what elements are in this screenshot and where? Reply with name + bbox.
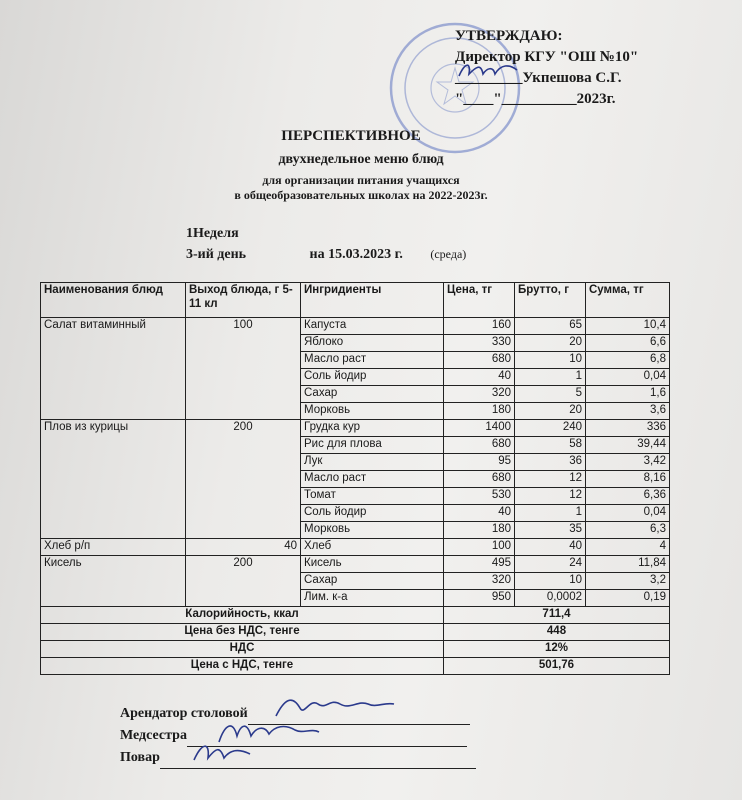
- ingredient-price: 950: [444, 590, 515, 607]
- header-sum: Сумма, тг: [586, 283, 670, 318]
- ingredient-sum: 39,44: [586, 437, 670, 454]
- ingredient-gross: 20: [515, 335, 586, 352]
- ingredient-name: Лим. к-а: [301, 590, 444, 607]
- ingredient-price: 40: [444, 505, 515, 522]
- ingredient-gross: 0,0002: [515, 590, 586, 607]
- ingredient-sum: 11,84: [586, 556, 670, 573]
- summary-label: Цена без НДС, тенге: [41, 624, 444, 641]
- summary-value: 711,4: [444, 607, 670, 624]
- ingredient-gross: 36: [515, 454, 586, 471]
- ingredient-name: Яблоко: [301, 335, 444, 352]
- summary-row: [41, 607, 670, 624]
- ingredient-name: Кисель: [301, 556, 444, 573]
- ingredient-price: 530: [444, 488, 515, 505]
- ingredient-gross: 10: [515, 573, 586, 590]
- ingredient-name: Лук: [301, 454, 444, 471]
- ingredient-gross: 1: [515, 369, 586, 386]
- ingredient-sum: 3,2: [586, 573, 670, 590]
- ingredient-price: 680: [444, 437, 515, 454]
- dish-output: 200: [186, 556, 301, 607]
- cook-signature: [190, 738, 260, 768]
- summary-label: НДС: [41, 641, 444, 658]
- ingredient-gross: 65: [515, 318, 586, 335]
- ingredient-name: Грудка кур: [301, 420, 444, 437]
- table-row: [41, 556, 670, 573]
- header-gross: Брутто, г: [515, 283, 586, 318]
- summary-row: [41, 641, 670, 658]
- day-date: на 15.03.2023 г.: [309, 247, 403, 262]
- ingredient-gross: 1: [515, 505, 586, 522]
- ingredient-price: 495: [444, 556, 515, 573]
- ingredient-sum: 0,04: [586, 369, 670, 386]
- ingredient-sum: 0,19: [586, 590, 670, 607]
- ingredient-name: Томат: [301, 488, 444, 505]
- ingredient-name: Масло раст: [301, 471, 444, 488]
- ingredient-sum: 3,42: [586, 454, 670, 471]
- ingredient-name: Масло раст: [301, 352, 444, 369]
- ingredient-gross: 5: [515, 386, 586, 403]
- ingredient-price: 1400: [444, 420, 515, 437]
- ingredient-price: 680: [444, 352, 515, 369]
- doc-subtitle: двухнедельное меню блюд: [278, 152, 444, 167]
- signature-label-tenant: Арендатор столовой: [120, 706, 248, 721]
- ingredient-name: Соль йодир: [301, 369, 444, 386]
- signature-label-cook: Повар: [120, 750, 160, 765]
- ingredient-price: 320: [444, 573, 515, 590]
- header-output: Выход блюда, г 5-11 кл: [186, 283, 301, 318]
- doc-subtitle-line2: для организации питания учащихся: [262, 173, 460, 187]
- doc-subtitle-line3: в общеобразовательных школах на 2022-2023г.: [234, 188, 488, 202]
- ingredient-price: 330: [444, 335, 515, 352]
- summary-value: 12%: [444, 641, 670, 658]
- day-line: [186, 247, 466, 263]
- ingredient-name: Хлеб: [301, 539, 444, 556]
- menu-table: [40, 282, 670, 675]
- ingredient-name: Соль йодир: [301, 505, 444, 522]
- dish-name: Салат витаминный: [41, 318, 186, 420]
- ingredient-name: Рис для плова: [301, 437, 444, 454]
- ingredient-name: Сахар: [301, 573, 444, 590]
- table-row: [41, 318, 670, 335]
- ingredient-sum: 6,6: [586, 335, 670, 352]
- ingredient-gross: 240: [515, 420, 586, 437]
- ingredient-name: Капуста: [301, 318, 444, 335]
- dish-output: 40: [186, 539, 301, 556]
- ingredient-gross: 10: [515, 352, 586, 369]
- header-dish-name: Наименования блюд: [41, 283, 186, 318]
- summary-label: Калорийность, ккал: [41, 607, 444, 624]
- summary-label: Цена с НДС, тенге: [41, 658, 444, 675]
- ingredient-sum: 6,36: [586, 488, 670, 505]
- dish-output: 100: [186, 318, 301, 420]
- ingredient-name: Морковь: [301, 522, 444, 539]
- summary-value: 448: [444, 624, 670, 641]
- approval-director: Директор КГУ "ОШ №10": [455, 49, 639, 65]
- day-weekday: (среда): [430, 247, 467, 261]
- approval-signature-line: _________Укпешова С.Г.: [455, 70, 622, 86]
- ingredient-gross: 24: [515, 556, 586, 573]
- signature-label-nurse: Медсестра: [120, 728, 187, 743]
- ingredient-sum: 6,3: [586, 522, 670, 539]
- ingredient-gross: 58: [515, 437, 586, 454]
- summary-row: [41, 624, 670, 641]
- ingredient-gross: 12: [515, 488, 586, 505]
- ingredient-sum: 1,6: [586, 386, 670, 403]
- approval-heading: УТВЕРЖДАЮ:: [455, 28, 563, 44]
- week-label: 1Неделя: [186, 226, 239, 241]
- table-row: [41, 539, 670, 556]
- ingredient-gross: 35: [515, 522, 586, 539]
- ingredient-gross: 40: [515, 539, 586, 556]
- day-label: 3-ий день: [186, 247, 247, 262]
- summary-value: 501,76: [444, 658, 670, 675]
- ingredient-price: 680: [444, 471, 515, 488]
- dish-name: Хлеб р/п: [41, 539, 186, 556]
- ingredient-sum: 0,04: [586, 505, 670, 522]
- ingredient-gross: 12: [515, 471, 586, 488]
- ingredient-sum: 6,8: [586, 352, 670, 369]
- table-header-row: [41, 283, 670, 318]
- dish-output: 200: [186, 420, 301, 539]
- ingredient-price: 320: [444, 386, 515, 403]
- ingredient-sum: 8,16: [586, 471, 670, 488]
- ingredient-price: 100: [444, 539, 515, 556]
- ingredient-price: 180: [444, 522, 515, 539]
- ingredient-sum: 3,6: [586, 403, 670, 420]
- dish-name: Плов из курицы: [41, 420, 186, 539]
- summary-row: [41, 658, 670, 675]
- dish-name: Кисель: [41, 556, 186, 607]
- ingredient-price: 95: [444, 454, 515, 471]
- ingredient-price: 160: [444, 318, 515, 335]
- header-price: Цена, тг: [444, 283, 515, 318]
- ingredient-sum: 4: [586, 539, 670, 556]
- doc-title: ПЕРСПЕКТИВНОЕ: [281, 128, 421, 144]
- header-ingredients: Ингридиенты: [301, 283, 444, 318]
- ingredient-name: Морковь: [301, 403, 444, 420]
- ingredient-price: 40: [444, 369, 515, 386]
- table-row: [41, 420, 670, 437]
- ingredient-name: Сахар: [301, 386, 444, 403]
- director-signature: [455, 58, 525, 84]
- ingredient-price: 180: [444, 403, 515, 420]
- ingredient-gross: 20: [515, 403, 586, 420]
- approval-date-line: "____"__________2023г.: [455, 91, 616, 107]
- ingredient-sum: 10,4: [586, 318, 670, 335]
- ingredient-sum: 336: [586, 420, 670, 437]
